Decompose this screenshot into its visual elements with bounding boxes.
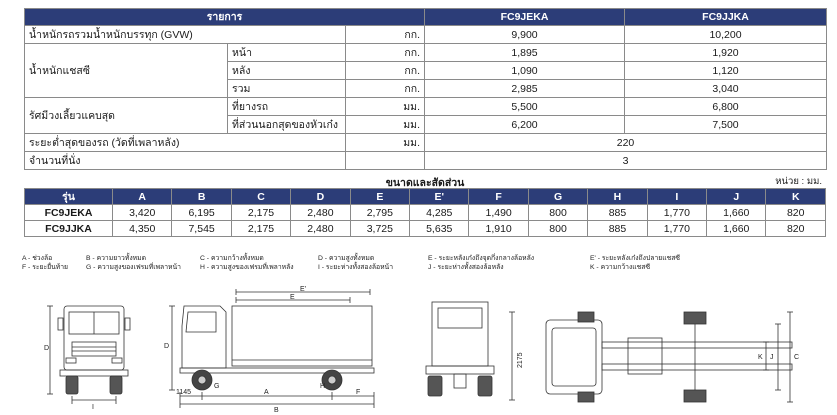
spec-value-both: 220	[425, 134, 827, 152]
spec-label: น้ำหนักรถรวมน้ำหนักบรรทุก (GVW)	[25, 26, 346, 44]
spec-value-model2: 1,920	[625, 44, 827, 62]
side-dim-b: B	[274, 407, 279, 414]
spec-label: น้ำหนักแชสซี	[25, 44, 228, 98]
dimension-cell: 5,635	[410, 221, 469, 237]
dimension-cell: 1,660	[707, 205, 766, 221]
dimension-cell: 885	[588, 221, 647, 237]
truck-rear-view	[414, 294, 506, 410]
dimension-cell: 4,350	[113, 221, 172, 237]
dimension-cell: 820	[766, 221, 826, 237]
spec-unit	[346, 152, 425, 170]
front-dim-d: D	[44, 345, 50, 352]
legend-column-6	[590, 254, 680, 272]
dimension-header-cell: E	[350, 189, 409, 205]
spec-sublabel: รวม	[228, 80, 346, 98]
legend-item: D - ความสูงทั้งหมด	[318, 255, 375, 262]
dimension-header-cell: G	[528, 189, 587, 205]
legend-column-4	[318, 254, 393, 272]
dimension-cell: 6,195	[172, 205, 231, 221]
dimension-cell: 3,420	[113, 205, 172, 221]
legend-column-3	[200, 254, 294, 272]
dimension-cell: 1,770	[647, 205, 706, 221]
top-dim-2175: 2175	[517, 352, 524, 368]
spec-value-model1: 6,200	[425, 116, 625, 134]
truck-front-view	[44, 292, 156, 412]
dimension-header-cell: F	[469, 189, 528, 205]
spec-value-model1: 5,500	[425, 98, 625, 116]
side-dim-a: A	[264, 389, 269, 396]
legend-item: B - ความยาวทั้งหมด	[86, 255, 147, 262]
dimension-cell: 1,910	[469, 221, 528, 237]
dimension-cell: 1,490	[469, 205, 528, 221]
top-dim-j: J	[770, 354, 774, 361]
spec-sublabel: ที่ส่วนนอกสุดของหัวเก๋ง	[228, 116, 346, 134]
dimension-cell: 1,770	[647, 221, 706, 237]
dimension-cell: 2,175	[231, 221, 290, 237]
legend-item: K - ความกว้างแชสซี	[590, 264, 651, 271]
legend-column-1	[22, 254, 68, 272]
dimension-title-bar	[24, 174, 826, 188]
spec-value-model2: 6,800	[625, 98, 827, 116]
dimension-cell: 820	[766, 205, 826, 221]
legend-item: J - ระยะห่างทั้งสองล้อหลัง	[428, 264, 504, 271]
dimension-title: ขนาดและสัดส่วน	[385, 177, 465, 189]
legend-column-2	[86, 254, 181, 272]
legend-item: H - ความสูงของเฟรมที่เพลาหลัง	[200, 264, 294, 271]
truck-top-view	[508, 298, 808, 408]
side-dim-e: E	[290, 294, 295, 301]
spec-header-model1: FC9JEKA	[425, 9, 625, 26]
dimension-unit-note: หน่วย : มม.	[775, 176, 822, 187]
spec-row-chassis-front	[25, 44, 827, 62]
truck-side-view	[160, 286, 390, 414]
front-dim-i: I	[92, 404, 94, 411]
side-dim-g: G	[214, 383, 220, 390]
spec-unit: กก.	[346, 26, 425, 44]
spec-value-both: 3	[425, 152, 827, 170]
dimension-header-cell: H	[588, 189, 647, 205]
legend-column-5	[428, 254, 534, 272]
dimension-cell: 800	[528, 205, 587, 221]
spec-label: ระยะต่ำสุดของรถ (วัดที่เพลาหลัง)	[25, 134, 346, 152]
spec-value-model1: 1,090	[425, 62, 625, 80]
dimension-model: FC9JJKA	[25, 221, 113, 237]
legend-item: F - ระยะยื่นท้าย	[22, 264, 69, 271]
spec-row-turning-tire	[25, 98, 827, 116]
spec-table	[24, 8, 827, 170]
dimension-cell: 4,285	[410, 205, 469, 221]
legend-item: A - ช่วงล้อ	[22, 255, 53, 262]
top-dim-c: C	[794, 354, 800, 361]
dimension-header-row	[25, 189, 826, 205]
dimension-cell: 2,175	[231, 205, 290, 221]
spec-sublabel: หลัง	[228, 62, 346, 80]
spec-value-model2: 1,120	[625, 62, 827, 80]
legend-item: I - ระยะห่างทั้งสองล้อหน้า	[318, 264, 394, 271]
spec-row-gvw	[25, 26, 827, 44]
dimension-header-cell: B	[172, 189, 231, 205]
spec-unit: กก.	[346, 80, 425, 98]
dimension-cell: 2,480	[291, 205, 350, 221]
spec-label: รัศมีวงเลี้ยวแคบสุด	[25, 98, 228, 134]
spec-sublabel: ที่ยางรถ	[228, 98, 346, 116]
dimension-header-cell: D	[291, 189, 350, 205]
side-dim-d: D	[164, 343, 170, 350]
side-dim-h: H	[320, 383, 326, 390]
top-dim-k: K	[758, 354, 763, 361]
dimension-table	[24, 188, 826, 237]
spec-header-item: รายการ	[25, 9, 425, 26]
spec-value-model1: 1,895	[425, 44, 625, 62]
spec-row-ground-clearance	[25, 134, 827, 152]
dimension-header-cell: J	[707, 189, 766, 205]
dimension-header-cell: K	[766, 189, 826, 205]
dimension-header-cell: รุ่น	[25, 189, 113, 205]
dimension-cell: 885	[588, 205, 647, 221]
dimension-model: FC9JEKA	[25, 205, 113, 221]
spec-unit: มม.	[346, 134, 425, 152]
legend-item: E - ระยะหลังเก๋งถึงจุดกึ่งกลางล้อหลัง	[428, 255, 535, 262]
spec-unit: มม.	[346, 116, 425, 134]
side-dim-e-prime: E'	[300, 286, 307, 293]
dimension-row-fc9jeka	[25, 205, 826, 221]
dimension-header-cell: C	[231, 189, 290, 205]
dimension-cell: 3,725	[350, 221, 409, 237]
side-dim-1145: 1145	[176, 389, 192, 396]
spec-sublabel: หน้า	[228, 44, 346, 62]
spec-header-model2: FC9JJKA	[625, 9, 827, 26]
spec-unit: กก.	[346, 62, 425, 80]
spec-row-seats	[25, 152, 827, 170]
dimension-row-fc9jjka	[25, 221, 826, 237]
spec-value-model1: 2,985	[425, 80, 625, 98]
spec-unit: มม.	[346, 98, 425, 116]
dimension-cell: 2,795	[350, 205, 409, 221]
legend-item: G - ความสูงของเฟรมที่เพลาหน้า	[86, 264, 181, 271]
dimension-cell: 7,545	[172, 221, 231, 237]
spec-value-model2: 10,200	[625, 26, 827, 44]
spec-unit: กก.	[346, 44, 425, 62]
legend-item: C - ความกว้างทั้งหมด	[200, 255, 264, 262]
dimension-cell: 1,660	[707, 221, 766, 237]
legend-item: E' - ระยะหลังเก๋งถึงปลายแชสซี	[590, 255, 680, 262]
side-dim-f: F	[356, 389, 361, 396]
dimension-cell: 2,480	[291, 221, 350, 237]
spec-value-model2: 7,500	[625, 116, 827, 134]
spec-value-model2: 3,040	[625, 80, 827, 98]
spec-value-model1: 9,900	[425, 26, 625, 44]
spec-label: จำนวนที่นั่ง	[25, 152, 346, 170]
dimension-cell: 800	[528, 221, 587, 237]
dimension-header-cell: E'	[410, 189, 469, 205]
dimension-header-cell: I	[647, 189, 706, 205]
dimension-header-cell: A	[113, 189, 172, 205]
spec-header-row	[25, 9, 827, 26]
